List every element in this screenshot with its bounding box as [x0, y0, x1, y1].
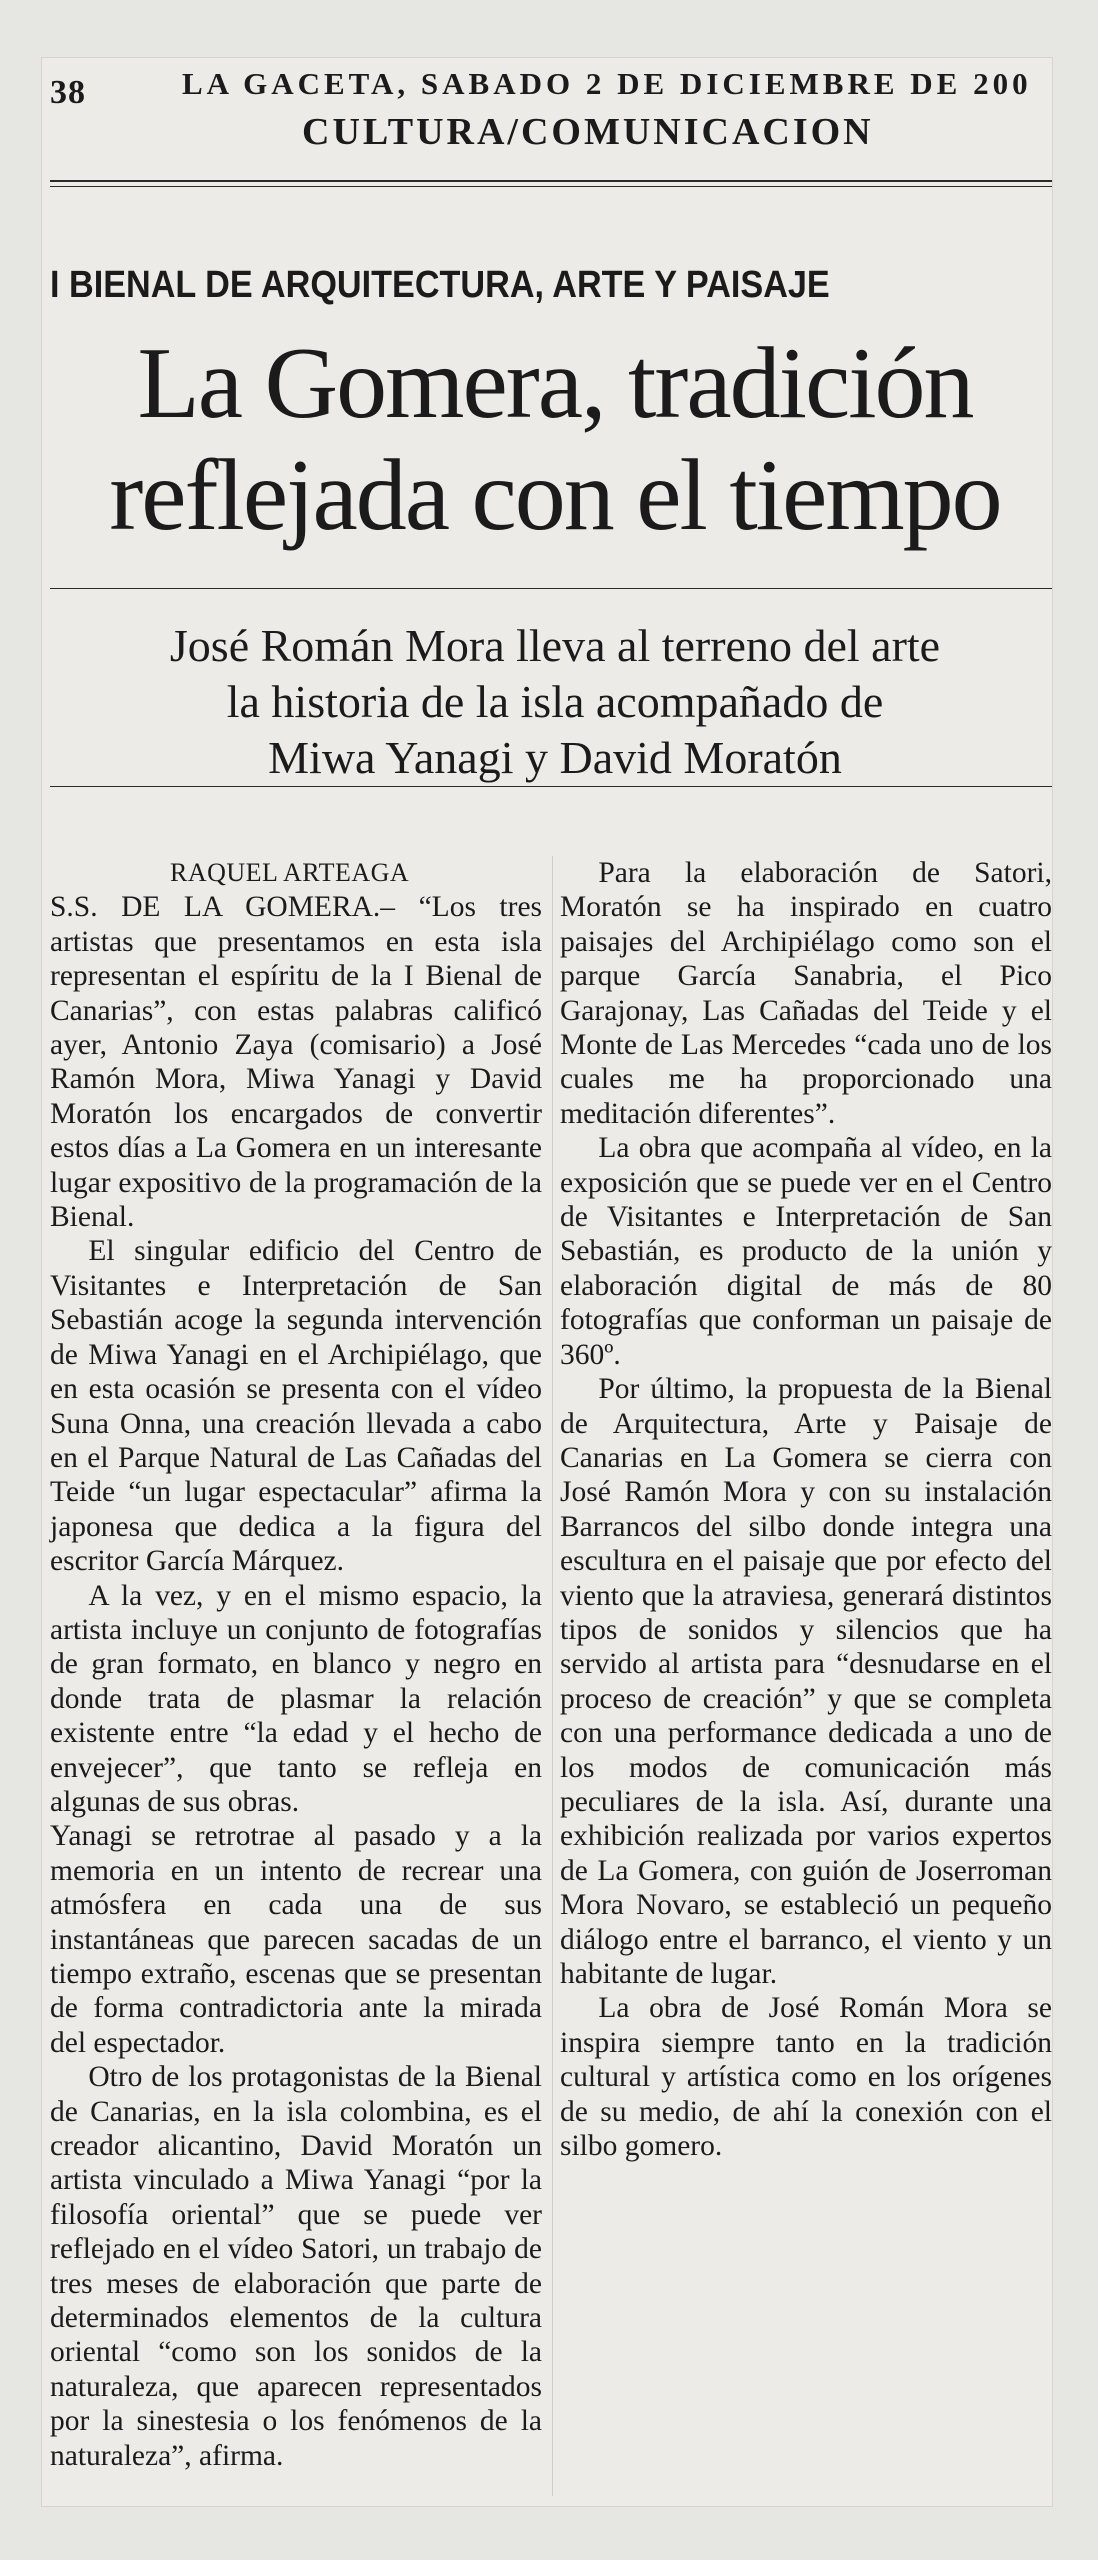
newspaper-clipping [42, 58, 1052, 2506]
paragraph [50, 890, 542, 1234]
header-rule [50, 180, 1052, 182]
deck-line-3: Miwa Yanagi y David Moratón [268, 732, 842, 783]
paragraph: El singular edificio del Centro de Visitantes e Interpretación de San Sebastián acoge la segunda intervención de Miwa Yanagi en el Archipiélago, que en esta ocasión se presenta con el vídeo Suna Onna, una creación llevada a cabo en el Parque Natural de Las Cañadas del Teide “un lugar espectacular” afirma la japonesa que dedica a la figura del escritor García Márquez. [50, 1235, 542, 1578]
header-rule-thin [50, 186, 1052, 187]
headline-line-1: La Gomera, tradición [137, 327, 973, 440]
article-column-left [50, 856, 542, 2473]
byline: RAQUEL ARTEAGA [170, 858, 410, 887]
paragraph: A la vez, y en el mismo espacio, la artista incluye un conjunto de fotografías de gran formato, en blanco y negro en donde trata de plasmar la relación existente entre “la edad y el hecho de envejecer”, que tanto se refleja en algunas de sus obras. [50, 1579, 542, 1818]
section-title: CULTURA/COMUNICACION [302, 111, 874, 153]
headline-line-2: reflejada con el tiempo [109, 439, 1001, 552]
article-deck [50, 618, 1060, 786]
deck-bottom-rule [50, 786, 1052, 787]
page-number: 38 [50, 74, 86, 111]
deck-line-1: José Román Mora lleva al terreno del arte [169, 620, 941, 671]
paragraph: Otro de los protagonistas de la Bienal de Canarias, en la isla colombina, es el creador alicantino, David Moratón un artista vinculado a Miwa Yanagi “por la filosofía oriental” que se puede ver reflejado en el vídeo Satori, un trabajo de tres meses de elaboración que parte de determinados elementos de la cultura oriental “como son los sonidos de la naturaleza, que aparecen representados por la sinestesia o los fenómenos de la naturaleza”, afirma. [50, 2061, 542, 2472]
paragraph: Yanagi se retrotrae al pasado y a la memoria en un intento de recrear una atmósfera en cada una de sus instantáneas que parecen sacadas de un tiempo extraño, escenas que se presentan de forma contradictoria ante la mirada del espectador. [50, 1820, 542, 2059]
paragraph: Para la elaboración de Satori, Moratón se ha inspirado en cuatro paisajes del Archipiélago como son el parque García Sanabria, el Pico Garajonay, Las Cañadas del Teide y el Monte de Las Mercedes “cada uno de los cuales me ha proporcionado una meditación diferentes”. [560, 857, 1052, 1130]
article-column-right [560, 856, 1052, 2163]
paragraph: Por último, la propuesta de la Bienal de Arquitectura, Arte y Paisaje de Canarias en La Gomera se cierra con José Ramón Mora y con su instalación Barrancos del silbo donde integra una escultura en el paisaje que por efecto del viento que la atraviesa, generará distintos tipos de sonidos y silencios que ha servido al artista para “desnudarse en el proceso de creación” y que se completa con una performance dedicada a uno de los modos de comunicación más peculiares de la isla. Así, durante una exhibición realizada por varios expertos de La Gomera, con guión de Joserroman Mora Novaro, se estableció un pequeño diálogo entre el barranco, el viento y un habitante de lugar. [560, 1373, 1052, 1990]
deck-line-2: la historia de la isla acompañado de [226, 676, 884, 727]
article-headline [50, 328, 1060, 552]
masthead-date-line: LA GACETA, SABADO 2 DE DICIEMBRE DE 200 [182, 66, 1032, 101]
paragraph-text: “Los tres artistas que presentamos en esta isla representan el espíritu de la I Bienal de Canarias”, con estas palabras calificó ayer, Antonio Zaya (comisario) a José Ramón Mora, Miwa Yanagi y David Moratón los encargados de convertir estos días a La Gomera en un interesante lugar expositivo de la programación de la Bienal. [50, 891, 543, 1234]
paragraph: La obra de José Román Mora se inspira siempre tanto en la tradición cultural y artística como en los orígenes de su medio, de ahí la conexión con el silbo gomero. [560, 1992, 1052, 2163]
article-kicker: I BIENAL DE ARQUITECTURA, ARTE Y PAISAJE [50, 264, 830, 306]
deck-top-rule [50, 588, 1052, 589]
paragraph: La obra que acompaña al vídeo, en la exposición que se puede ver en el Centro de Visitantes e Interpretación de San Sebastián, es producto de la unión y elaboración digital de más de 80 fotografías que conforman un paisaje de 360º. [560, 1132, 1052, 1371]
dateline: S.S. DE LA GOMERA.– [50, 891, 396, 924]
column-gutter [552, 856, 553, 2496]
